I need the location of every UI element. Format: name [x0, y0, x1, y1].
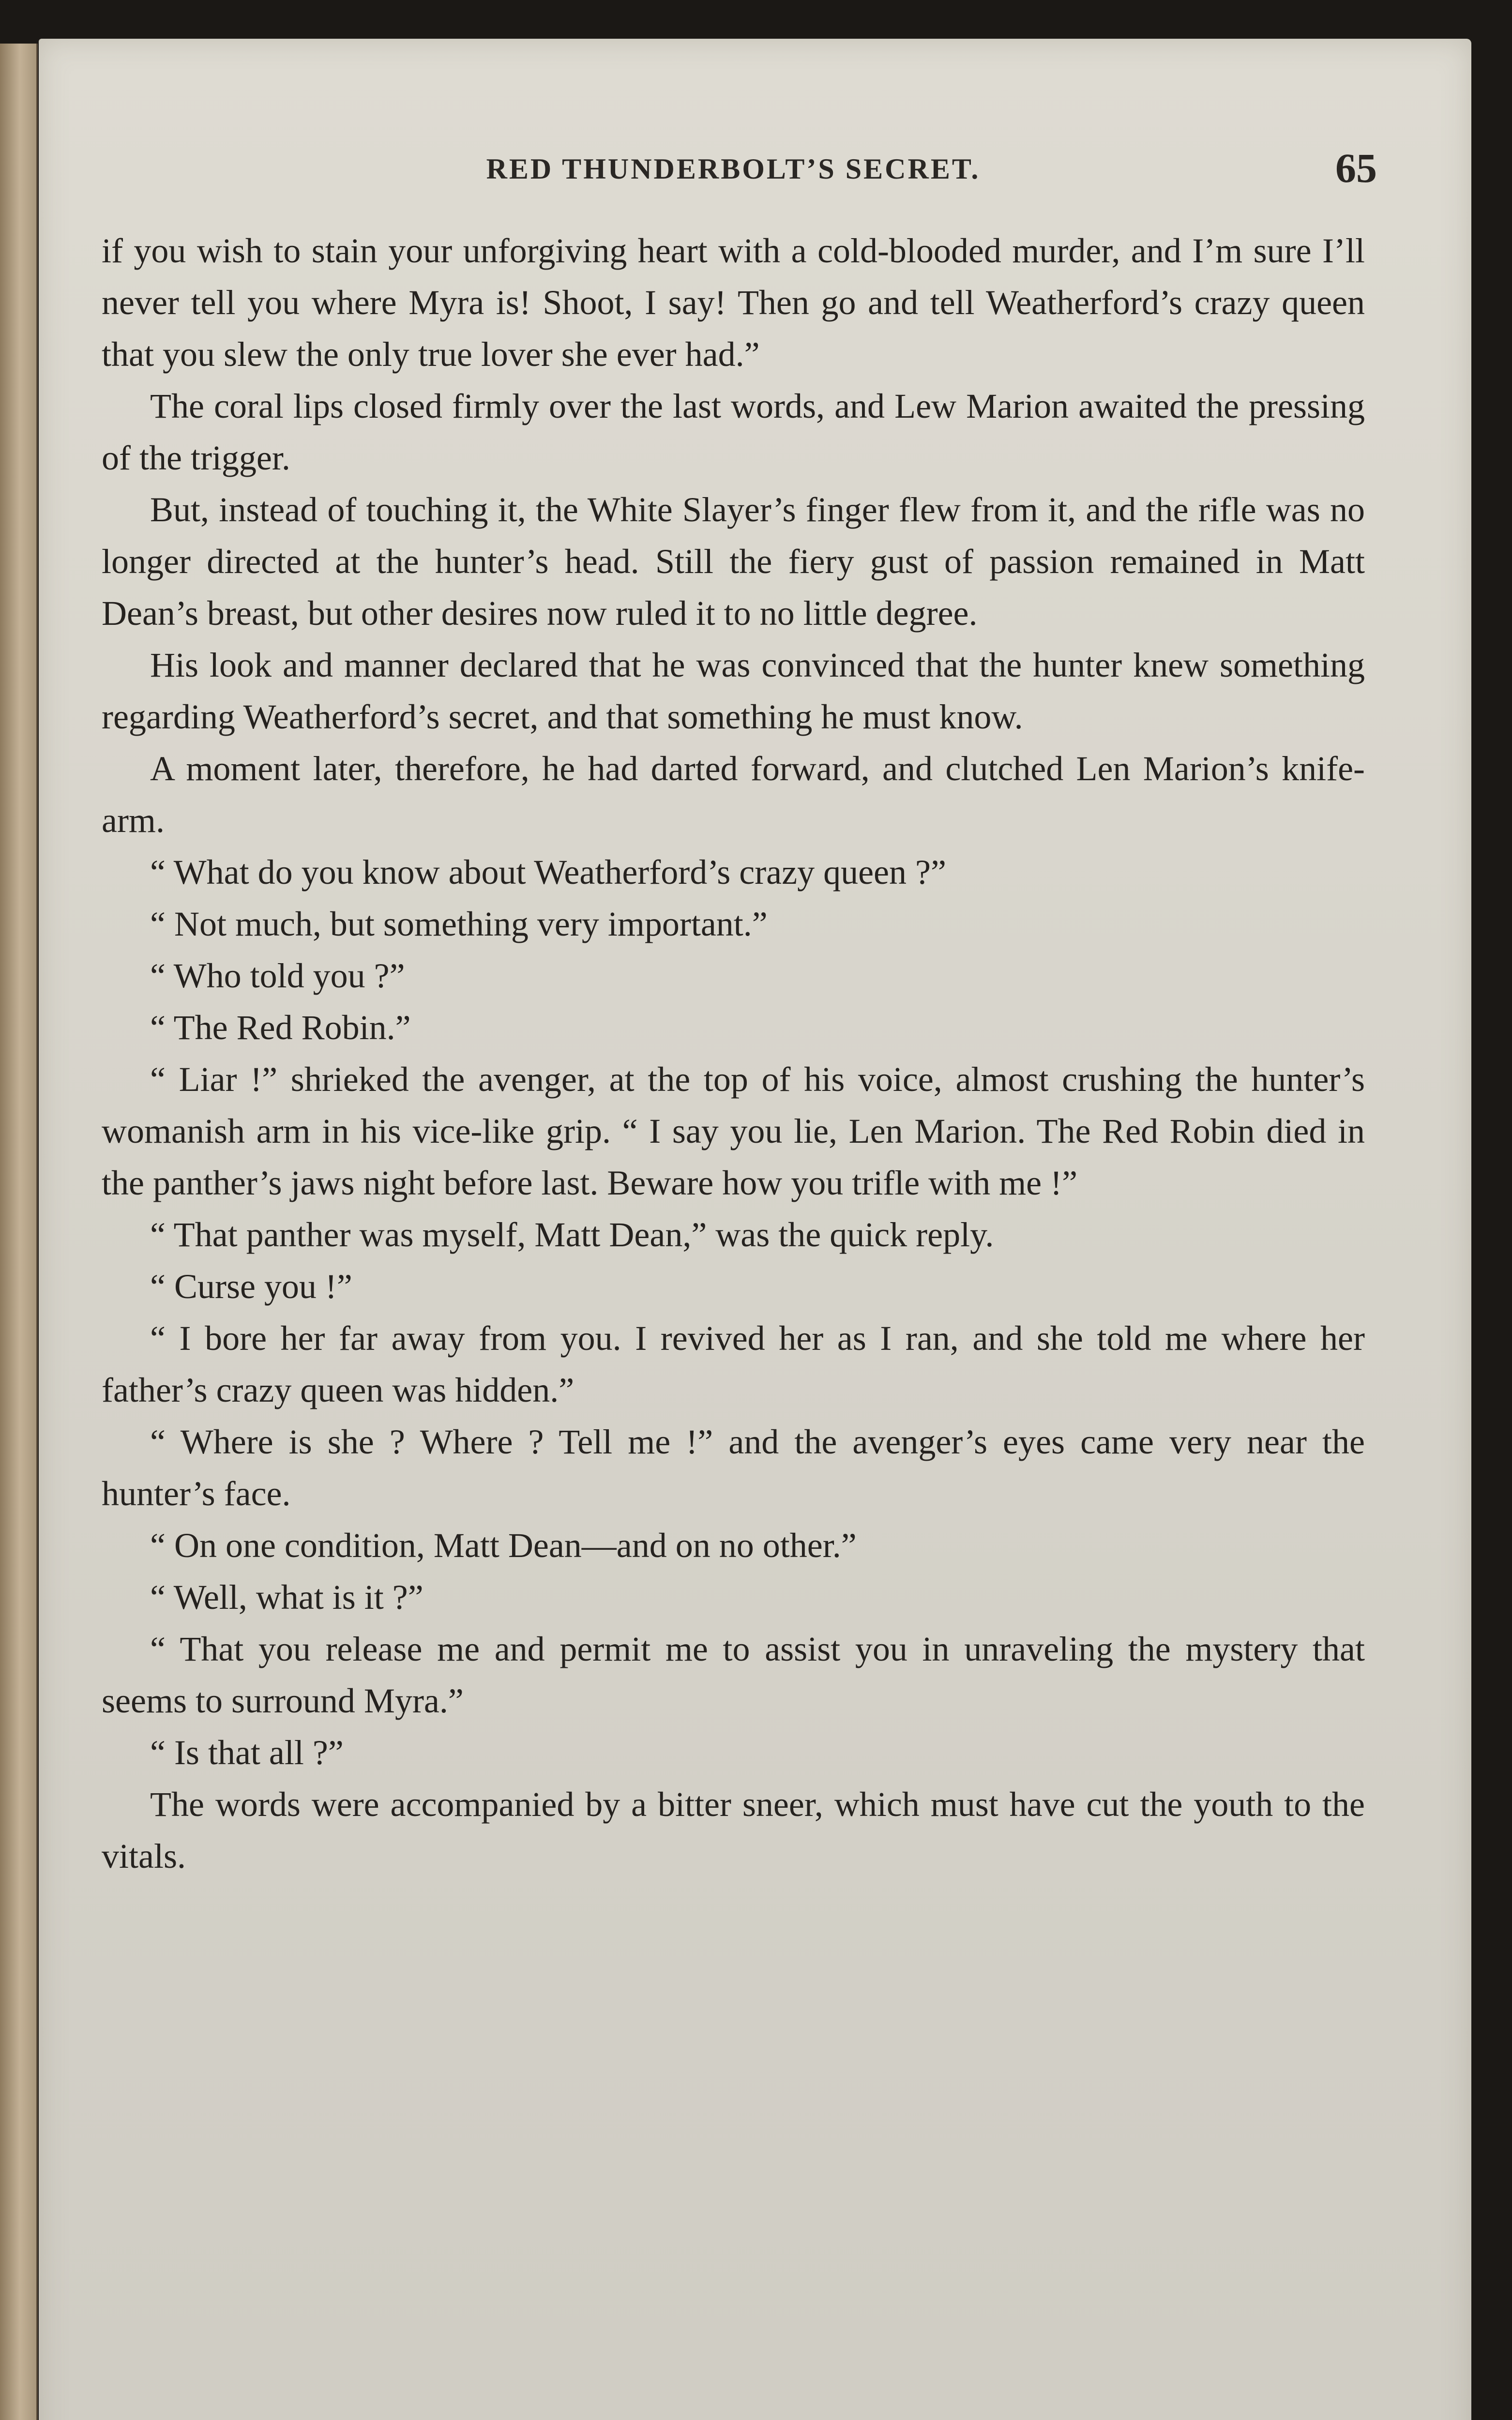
dialogue-line: “ Who told you ?” — [150, 956, 405, 995]
dialogue-line: “ Is that all ?” — [150, 1733, 344, 1772]
dialogue-line: “ Curse you !” — [150, 1267, 352, 1306]
dialogue-line: “ Liar !” shrieked the avenger, at the top of his voice, almost crushing the hunter’s womanish arm in his vice-like grip. “ I say you lie, Len Marion. The Red Robin died in the panther’s jaws night before last. Beware how you trifle with me !” — [102, 1060, 1365, 1202]
running-head — [102, 145, 1377, 211]
previous-page-edge — [0, 44, 38, 2420]
dialogue-line: “ The Red Robin.” — [150, 1008, 411, 1047]
running-head-title: RED THUNDERBOLT’S SECRET. — [486, 153, 981, 185]
dialogue-line: “ I bore her far away from you. I revived her as I ran, and she told me where her father’s crazy queen was hidden.” — [102, 1319, 1365, 1409]
dialogue-line: “ On one condition, Matt Dean—and on no other.” — [150, 1526, 857, 1565]
dialogue-line: “ What do you know about Weatherford’s crazy queen ?” — [150, 853, 946, 892]
paragraph: But, instead of touching it, the White Slayer’s finger flew from it, and the rifle was no longer directed at the hunter’s head. Still the fiery gust of passion remained in Matt Dean’s breast, but other desires now ruled it to no little degree. — [102, 490, 1365, 633]
page-content — [102, 39, 1377, 1882]
dialogue-line: “ That panther was myself, Matt Dean,” was the quick reply. — [150, 1215, 994, 1254]
paragraph: A moment later, therefore, he had darted forward, and clutched Len Marion’s knife-arm. — [102, 749, 1365, 840]
dialogue-line: “ Well, what is it ?” — [150, 1578, 423, 1617]
page-number: 65 — [1335, 145, 1377, 191]
dialogue-line: “ Where is she ? Where ? Tell me !” and the avenger’s eyes came very near the hunter’s face. — [102, 1422, 1365, 1513]
dialogue-line: “ Not much, but something very important.” — [150, 905, 768, 943]
book-page — [39, 39, 1471, 2420]
paragraph: The coral lips closed firmly over the last words, and Lew Marion awaited the pressing of the trigger. — [102, 387, 1365, 477]
body-text — [102, 225, 1365, 1882]
paragraph: The words were accompanied by a bitter sneer, which must have cut the youth to the vitals. — [102, 1785, 1365, 1876]
paragraph: if you wish to stain your unforgiving heart with a cold-blooded murder, and I’m sure I’ll never tell you where Myra is! Shoot, I say! Then go and tell Weatherford’s crazy queen that you slew the only true lover she ever had.” — [102, 231, 1365, 374]
dialogue-line: “ That you release me and permit me to assist you in unraveling the mystery that seems to surround Myra.” — [102, 1630, 1365, 1720]
paragraph: His look and manner declared that he was convinced that the hunter knew something regarding Weatherford’s secret, and that something he must know. — [102, 646, 1365, 736]
